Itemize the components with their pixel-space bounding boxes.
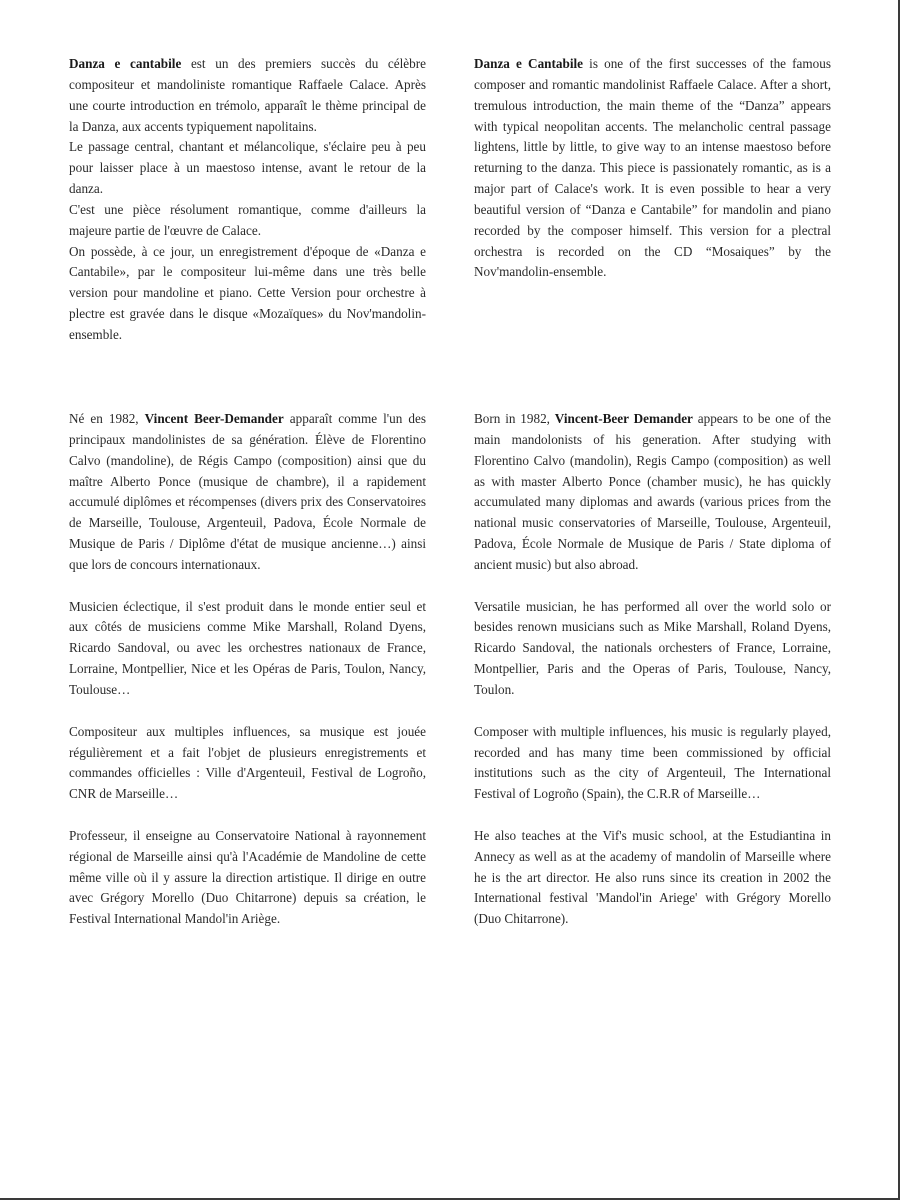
- bio-en-paragraph-2: Versatile musician, he has performed all over the world solo or besides renown musicians such as Mike Marshall, Roland Dyens, Ricardo Sandoval, the nationals orchesters of France, Lorraine, Montpellier, Paris and the Operas of Paris, Toulouse, Nancy, Toulon.: [474, 598, 831, 697]
- danza-french-column: [69, 54, 426, 346]
- bio-en-intro: Born in 1982,: [474, 411, 555, 426]
- bio-fr-artist-name: Vincent Beer-Demander: [144, 411, 284, 426]
- danza-fr-paragraph-1: [69, 54, 426, 137]
- danza-english-column: [474, 54, 831, 283]
- danza-fr-paragraph-4: On possède, à ce jour, un enregistrement d'époque de «Danza e Cantabile», par le compositeur lui-même dans une très belle version pour mandoline et piano. Cette Version pour orchestre à plectre est gravée dans le disque «Mozaïques» du Nov'mandolin-ensemble.: [69, 243, 426, 342]
- bio-en-text-1: appears to be one of the main mandolonists of his generation. After studying with Florentino Calvo (mandolin), Regis Campo (composition) as well as with master Alberto Ponce (chamber music), he has quickly accumulated many diplomas and awards (various prices from the national music conservatories of Marseille, Toulouse, Argenteuil, Padova, École Normale de Musique de Paris / State diploma of ancient music) but also abroad.: [474, 411, 831, 572]
- bio-fr-paragraph-1: [69, 409, 426, 576]
- bio-fr-paragraph-4: Professeur, il enseigne au Conservatoire National à rayonnement régional de Marseille ainsi qu'à l'Académie de Mandoline de cette même ville où il y assure la direction artistique. Il dirige en outre avec Grégory Morello (Duo Chitarrone) depuis sa création, le Festival International Mandol'in Ariège.: [69, 827, 426, 927]
- danza-fr-text-1: est un des premiers succès du célèbre compositeur et mandoliniste romantique Raffaele Calace. Après une courte introduction en trémolo, apparaît le thème principal de la Danza, aux accents typiquement napolitains.: [69, 56, 426, 134]
- bio-en-paragraph-1: [474, 409, 831, 576]
- danza-en-paragraph: [474, 54, 831, 283]
- bio-french-column: [69, 409, 426, 930]
- bio-english-column: [474, 409, 831, 930]
- bio-en-paragraph-3: Composer with multiple influences, his music is regularly played, recorded and has many time been commissioned by official institutions such as the city of Argenteuil, The International Festival of Logroño (Spain), the C.R.R of Marseille…: [474, 723, 831, 802]
- bio-en-paragraph-4: He also teaches at the Vif's music school, at the Estudiantina in Annecy as well as at the academy of mandolin of Marseille where he is the art director. He also runs since its creation in 2002 the International festival 'Mandol'in Ariege' with Grégory Morello (Duo Chitarrone).: [474, 827, 831, 927]
- danza-en-text: is one of the first successes of the famous composer and romantic mandolinist Raffaele Calace. After a short, tremulous introduction, the main theme of the “Danza” appears with typical neopolitan accents. The melancholic central passage lightens, little by little, to give way to an intense maestoso before returning to the danza. This piece is passionately romantic, as is a major part of Calace's work. It is even possible to hear a very beautiful version of “Danza e Cantabile” for mandolin and piano recorded by the composer himself. This version for a plectral orchestra is recorded on the CD “Mosaiques” by the Nov'mandolin-ensemble.: [474, 56, 831, 280]
- danza-fr-paragraph-2: Le passage central, chantant et mélancolique, s'éclaire peu à peu pour laisser place à un maestoso intense, avant le retour de la danza.: [69, 139, 426, 197]
- bio-fr-paragraph-3: Compositeur aux multiples influences, sa musique est jouée régulièrement et a fait l'objet de plusieurs enregistrements et commandes officielles : Ville d'Argenteuil, Festival de Logroño, CNR de Marseille…: [69, 723, 426, 802]
- bio-fr-intro: Né en 1982,: [69, 411, 145, 426]
- danza-fr-paragraph-3: C'est une pièce résolument romantique, comme d'ailleurs la majeure partie de l'œuvre de Calace.: [69, 201, 426, 238]
- danza-fr-title: Danza e cantabile: [69, 56, 182, 71]
- bio-fr-text-1: apparaît comme l'un des principaux mandolinistes de sa génération. Élève de Florentino Calvo (mandoline), de Régis Campo (composition) ainsi que du maître Alberto Ponce (musique de chambre), il a rapidement accumulé diplômes et récompenses (divers prix des Conservatoires de Marseille, Toulouse, Argenteuil, Padova, École Normale de Musique de Paris / Diplôme d'état de musique ancienne…) ainsi que lors de concours internationaux.: [69, 411, 426, 572]
- bio-fr-paragraph-2: Musicien éclectique, il s'est produit dans le monde entier seul et aux côtés de musiciens comme Mike Marshall, Roland Dyens, Ricardo Sandoval, ou avec les orchestres nationaux de France, Lorraine, Montpellier, Nice et les Opéras de Paris, Toulon, Nancy, Toulouse…: [69, 598, 426, 697]
- bio-en-artist-name: Vincent-Beer Demander: [554, 411, 693, 426]
- danza-en-title: Danza e Cantabile: [474, 56, 584, 71]
